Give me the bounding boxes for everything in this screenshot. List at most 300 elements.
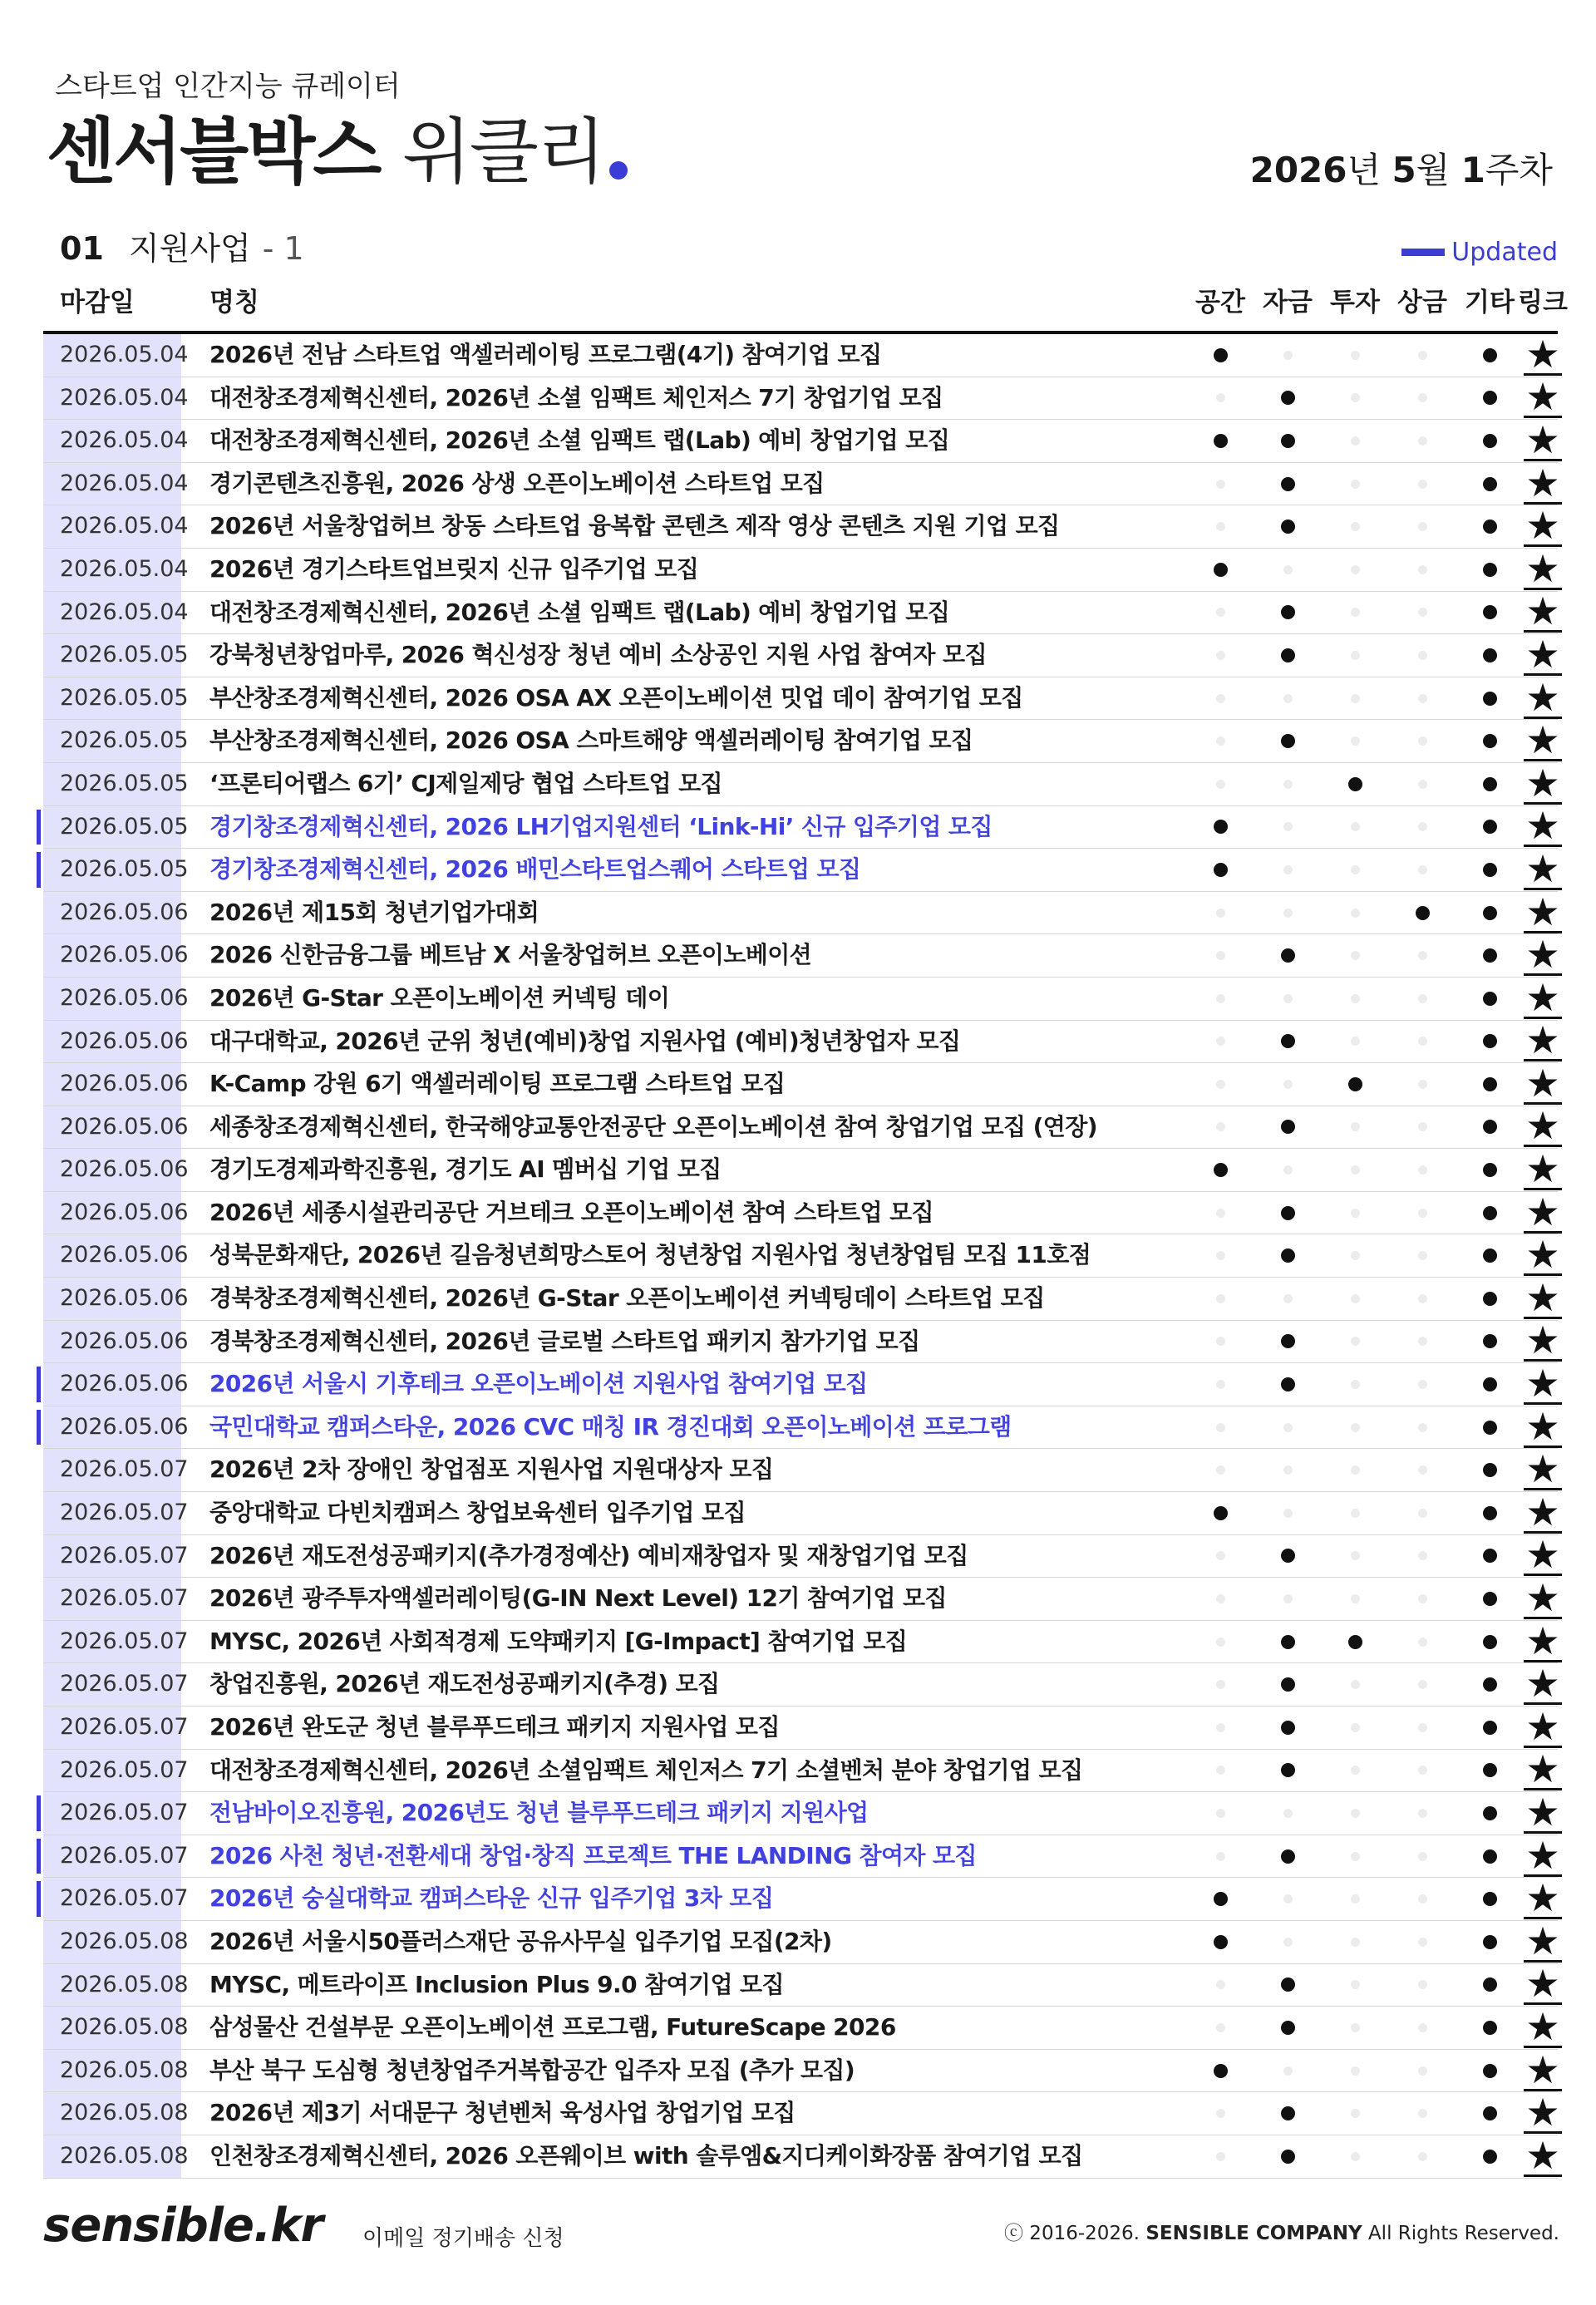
row-link[interactable] [1513, 331, 1573, 377]
empty-dot-icon [1216, 1465, 1225, 1475]
row-deadline: 2026.05.07 [43, 1535, 181, 1578]
row-funding-cell [1254, 892, 1321, 934]
filled-dot-icon [1483, 434, 1497, 448]
star-icon[interactable]: ★ [1525, 1489, 1560, 1534]
row-title: 중앙대학교 다빈치캠퍼스 창업보육센터 입주기업 모집 [209, 1499, 746, 1527]
row-link[interactable] [1513, 1234, 1573, 1277]
row-investment-cell [1322, 1707, 1388, 1749]
filled-dot-icon [1281, 1034, 1295, 1048]
row-link[interactable] [1513, 460, 1573, 505]
row-link[interactable] [1513, 1746, 1573, 1792]
row-prize-cell [1389, 677, 1456, 720]
row-prize-cell [1389, 1792, 1456, 1835]
star-icon[interactable]: ★ [1525, 589, 1560, 634]
row-funding-cell [1254, 763, 1321, 805]
row-link[interactable] [1513, 1146, 1573, 1192]
empty-dot-icon [1283, 780, 1293, 789]
empty-dot-icon [1216, 1766, 1225, 1775]
star-icon[interactable]: ★ [1525, 1918, 1560, 1963]
row-link[interactable] [1513, 1961, 1573, 2007]
row-deadline: 2026.05.05 [43, 677, 181, 720]
row-link[interactable] [1513, 416, 1573, 462]
star-icon[interactable]: ★ [1525, 1361, 1560, 1406]
empty-dot-icon [1216, 1980, 1225, 1989]
table-row [43, 416, 1560, 463]
updated-bar-icon [1401, 249, 1445, 256]
row-investment-cell [1322, 1535, 1388, 1578]
empty-dot-icon [1418, 1380, 1427, 1389]
row-prize-cell [1389, 1921, 1456, 1963]
row-link[interactable] [1513, 934, 1573, 977]
empty-dot-icon [1351, 1723, 1360, 1732]
star-icon[interactable]: ★ [1525, 2046, 1560, 2092]
filled-dot-icon [1281, 1206, 1295, 1220]
row-investment-cell [1322, 1021, 1388, 1063]
row-funding-cell [1254, 978, 1321, 1020]
page-title [47, 106, 628, 198]
filled-dot-icon [1214, 1892, 1228, 1906]
empty-dot-icon [1283, 1509, 1293, 1518]
filled-dot-icon [1281, 1677, 1295, 1692]
row-title: 삼성물산 건설부문 오픈이노베이션 프로그램, FutureScape 2026 [209, 2013, 896, 2042]
row-link[interactable] [1513, 2132, 1573, 2178]
table-row [43, 1234, 1558, 1278]
row-space-cell [1187, 463, 1254, 505]
star-icon[interactable]: ★ [1525, 1575, 1560, 1621]
star-icon[interactable]: ★ [1525, 631, 1560, 677]
table-row [43, 1103, 1560, 1150]
filled-dot-icon [1348, 1635, 1362, 1649]
empty-dot-icon [1216, 909, 1225, 918]
row-deadline: 2026.05.08 [43, 2007, 181, 2049]
row-investment-cell [1322, 1921, 1388, 1963]
filled-dot-icon [1214, 1935, 1228, 1949]
row-link[interactable] [1513, 845, 1573, 891]
row-title: 국민대학교 캠퍼스타운, 2026 CVC 매칭 IR 경진대회 오픈이노베이션 프로그램 [209, 1412, 1012, 1441]
row-prize-cell [1389, 1535, 1456, 1578]
row-link[interactable] [1513, 545, 1573, 591]
row-prize-cell [1389, 1750, 1456, 1792]
filled-dot-icon [1483, 2106, 1497, 2120]
row-space-cell [1187, 677, 1254, 720]
row-prize-cell [1389, 720, 1456, 762]
column-link: 링크 [1518, 288, 1568, 318]
row-title: 대전창조경제혁신센터, 2026년 소셜임팩트 체인저스 7기 소셜벤처 분야 창업기업 모집 [209, 1756, 1083, 1784]
row-link[interactable] [1513, 1403, 1573, 1449]
filled-dot-icon [1483, 1077, 1497, 1091]
row-funding-cell [1254, 1792, 1321, 1835]
row-link[interactable] [1513, 374, 1573, 420]
row-link[interactable] [1513, 803, 1573, 849]
empty-dot-icon [1418, 1980, 1427, 1989]
star-icon[interactable]: ★ [1525, 1274, 1560, 1320]
row-space-cell [1187, 1106, 1254, 1149]
empty-dot-icon [1418, 1165, 1427, 1175]
row-deadline: 2026.05.07 [43, 1707, 181, 1749]
empty-dot-icon [1418, 1251, 1427, 1260]
star-icon[interactable]: ★ [1525, 2003, 1560, 2049]
row-link[interactable] [1513, 1703, 1573, 1749]
empty-dot-icon [1283, 351, 1293, 360]
row-space-cell [1187, 1449, 1254, 1491]
row-prize-cell [1389, 934, 1456, 977]
row-link[interactable] [1513, 1274, 1573, 1320]
filled-dot-icon [1214, 820, 1228, 834]
row-funding-cell [1254, 1149, 1321, 1191]
star-icon[interactable]: ★ [1525, 889, 1560, 934]
empty-dot-icon [1351, 2023, 1360, 2032]
row-investment-cell [1322, 1792, 1388, 1835]
row-prize-cell [1389, 2092, 1456, 2135]
row-space-cell [1187, 1321, 1254, 1363]
table-row [43, 760, 1560, 806]
issue-month-unit: 월 [1416, 150, 1451, 190]
row-link[interactable] [1513, 589, 1573, 634]
star-icon[interactable]: ★ [1525, 1703, 1560, 1749]
row-title: 2026년 G-Star 오픈이노베이션 커넥팅 데이 [209, 983, 670, 1012]
row-link[interactable] [1513, 1918, 1573, 1963]
empty-dot-icon [1418, 565, 1427, 574]
row-space-cell [1187, 1792, 1254, 1835]
row-prize-cell [1389, 1278, 1456, 1320]
row-title: 부산 북구 도심형 청년창업주거복합공간 입주자 모집 (추가 모집) [209, 2056, 855, 2084]
row-investment-cell [1322, 377, 1388, 420]
row-prize-cell [1389, 1234, 1456, 1277]
empty-dot-icon [1351, 994, 1360, 1003]
row-funding-cell [1254, 1578, 1321, 1620]
empty-dot-icon [1418, 1938, 1427, 1947]
filled-dot-icon [1281, 605, 1295, 619]
row-funding-cell [1254, 377, 1321, 420]
empty-dot-icon [1351, 565, 1360, 574]
row-prize-cell [1389, 1663, 1456, 1706]
row-funding-cell [1254, 720, 1321, 762]
row-title: 전남바이오진흥원, 2026년도 청년 블루푸드테크 패키지 지원사업 [209, 1799, 869, 1827]
row-space-cell [1187, 806, 1254, 849]
star-icon[interactable]: ★ [1525, 1403, 1560, 1449]
star-icon[interactable]: ★ [1525, 1232, 1560, 1278]
star-icon[interactable]: ★ [1525, 331, 1560, 377]
empty-dot-icon [1283, 1423, 1293, 1432]
empty-dot-icon [1216, 1680, 1225, 1689]
row-deadline: 2026.05.06 [43, 1063, 181, 1106]
row-funding-cell [1254, 934, 1321, 977]
row-link[interactable] [1513, 1618, 1573, 1663]
row-space-cell [1187, 1278, 1254, 1320]
row-funding-cell [1254, 1363, 1321, 1406]
row-funding-cell [1254, 1278, 1321, 1320]
empty-dot-icon [1351, 351, 1360, 360]
row-link[interactable] [1513, 1060, 1573, 1106]
empty-dot-icon [1418, 2066, 1427, 2076]
star-icon[interactable]: ★ [1525, 1103, 1560, 1149]
filled-dot-icon [1483, 1334, 1497, 1348]
row-link[interactable] [1513, 974, 1573, 1020]
star-icon[interactable]: ★ [1525, 932, 1560, 978]
star-icon[interactable]: ★ [1525, 1189, 1560, 1234]
row-title: 2026년 광주투자액셀러레이팅(G-IN Next Level) 12기 참여기업 모집 [209, 1584, 947, 1613]
filled-dot-icon [1483, 1892, 1497, 1906]
row-link[interactable] [1513, 1575, 1573, 1621]
footer-logo[interactable]: sensible.kr [43, 2199, 323, 2253]
star-icon[interactable]: ★ [1525, 1146, 1560, 1192]
star-icon[interactable]: ★ [1525, 803, 1560, 849]
empty-dot-icon [1216, 994, 1225, 1003]
row-deadline: 2026.05.06 [43, 1149, 181, 1191]
filled-dot-icon [1214, 1163, 1228, 1177]
row-investment-cell [1322, 1621, 1388, 1663]
star-icon[interactable]: ★ [1525, 1789, 1560, 1835]
row-link[interactable] [1513, 1832, 1573, 1878]
table-row [43, 1446, 1560, 1492]
empty-dot-icon [1418, 1465, 1427, 1475]
row-prize-cell [1389, 2050, 1456, 2092]
row-space-cell [1187, 934, 1254, 977]
empty-dot-icon [1418, 1294, 1427, 1303]
star-icon[interactable]: ★ [1525, 545, 1560, 591]
filled-dot-icon [1483, 820, 1497, 834]
issue-month: 5 [1392, 150, 1416, 190]
row-prize-cell [1389, 1578, 1456, 1620]
row-space-cell [1187, 377, 1254, 420]
row-space-cell [1187, 1964, 1254, 2007]
row-funding-cell [1254, 463, 1321, 505]
star-icon[interactable]: ★ [1525, 1017, 1560, 1063]
empty-dot-icon [1351, 736, 1360, 746]
star-icon[interactable]: ★ [1525, 674, 1560, 720]
row-link[interactable] [1513, 1017, 1573, 1063]
star-icon[interactable]: ★ [1525, 1875, 1560, 1921]
subscribe-link[interactable]: 이메일 정기배송 신청 [362, 2226, 564, 2251]
row-link[interactable] [1513, 1189, 1573, 1234]
row-link[interactable] [1513, 505, 1573, 548]
row-title: 경북창조경제혁신센터, 2026년 글로벌 스타트업 패키지 참가기업 모집 [209, 1327, 920, 1355]
empty-dot-icon [1418, 951, 1427, 960]
row-link[interactable] [1513, 1317, 1573, 1363]
empty-dot-icon [1418, 1037, 1427, 1046]
star-icon[interactable]: ★ [1525, 1532, 1560, 1578]
empty-dot-icon [1418, 1122, 1427, 1131]
table-row [43, 589, 1560, 635]
table-row [43, 374, 1560, 421]
star-icon[interactable]: ★ [1525, 2090, 1560, 2135]
row-deadline: 2026.05.06 [43, 1278, 181, 1320]
row-funding-cell [1254, 849, 1321, 891]
issue-year-unit: 년 [1347, 150, 1382, 190]
filled-dot-icon [1483, 1635, 1497, 1649]
empty-dot-icon [1418, 1723, 1427, 1732]
star-icon[interactable]: ★ [1525, 374, 1560, 420]
star-icon[interactable]: ★ [1525, 1746, 1560, 1792]
title-bold: 센서블박스 [47, 111, 380, 194]
table-row [43, 1746, 1560, 1793]
row-investment-cell [1322, 1578, 1388, 1620]
section-suffix: - 1 [262, 230, 304, 267]
row-link[interactable] [1513, 2046, 1573, 2092]
star-icon[interactable]: ★ [1525, 416, 1560, 462]
row-prize-cell [1389, 420, 1456, 462]
star-icon[interactable]: ★ [1525, 503, 1560, 549]
row-link[interactable] [1513, 889, 1573, 934]
row-link[interactable] [1513, 674, 1573, 720]
row-link[interactable] [1513, 1446, 1573, 1492]
row-funding-cell [1254, 1964, 1321, 2007]
empty-dot-icon [1283, 994, 1293, 1003]
row-deadline: 2026.05.06 [43, 1106, 181, 1149]
row-link[interactable] [1513, 1789, 1573, 1835]
star-icon[interactable]: ★ [1525, 2132, 1560, 2178]
empty-dot-icon [1418, 694, 1427, 703]
empty-dot-icon [1283, 1165, 1293, 1175]
row-space-cell [1187, 1835, 1254, 1878]
row-space-cell [1187, 505, 1254, 548]
row-funding-cell [1254, 1449, 1321, 1491]
empty-dot-icon [1216, 736, 1225, 746]
row-link[interactable] [1513, 1103, 1573, 1149]
row-title: 부산창조경제혁신센터, 2026 OSA AX 오픈이노베이션 밋업 데이 참여기업 모집 [209, 683, 1023, 712]
filled-dot-icon [1281, 2150, 1295, 2164]
row-link[interactable] [1513, 760, 1573, 805]
row-prize-cell [1389, 2007, 1456, 2049]
row-link[interactable] [1513, 631, 1573, 677]
row-space-cell [1187, 1021, 1254, 1063]
row-investment-cell [1322, 1449, 1388, 1491]
row-funding-cell [1254, 1621, 1321, 1663]
issue-year: 2026 [1249, 150, 1347, 190]
star-icon[interactable]: ★ [1525, 1317, 1560, 1363]
table-row [43, 1189, 1560, 1235]
empty-dot-icon [1351, 865, 1360, 874]
filled-dot-icon [1281, 1334, 1295, 1348]
star-icon[interactable]: ★ [1525, 1618, 1560, 1663]
row-prize-cell [1389, 849, 1456, 891]
row-space-cell [1187, 420, 1254, 462]
row-title: 2026년 완도군 청년 블루푸드테크 패키지 지원사업 모집 [209, 1713, 780, 1741]
star-icon[interactable]: ★ [1525, 460, 1560, 505]
row-prize-cell [1389, 892, 1456, 934]
row-funding-cell [1254, 1663, 1321, 1706]
star-icon[interactable]: ★ [1525, 717, 1560, 763]
row-investment-cell [1322, 463, 1388, 505]
row-title: 강북청년창업마루, 2026 혁신성장 청년 예비 소상공인 지원 사업 참여자 모집 [209, 641, 987, 669]
filled-dot-icon [1483, 648, 1497, 662]
filled-dot-icon [1483, 734, 1497, 748]
row-link[interactable] [1513, 1875, 1573, 1921]
row-prize-cell [1389, 1149, 1456, 1191]
table-row [43, 2046, 1560, 2093]
star-icon[interactable]: ★ [1525, 760, 1560, 805]
filled-dot-icon [1281, 1635, 1295, 1649]
row-deadline: 2026.05.04 [43, 505, 181, 548]
row-link[interactable] [1513, 1532, 1573, 1578]
row-prize-cell [1389, 806, 1456, 849]
row-link[interactable] [1513, 2003, 1573, 2049]
star-icon[interactable]: ★ [1525, 1060, 1560, 1106]
filled-dot-icon [1348, 1077, 1362, 1091]
row-link[interactable] [1513, 1363, 1573, 1406]
empty-dot-icon [1418, 1423, 1427, 1432]
row-space-cell [1187, 849, 1254, 891]
column-prize: 상금 [1397, 288, 1447, 318]
filled-dot-icon [1281, 391, 1295, 405]
issue-week-unit: 주차 [1485, 150, 1553, 190]
filled-dot-icon [1214, 434, 1228, 448]
table-row [43, 460, 1560, 506]
row-link[interactable] [1513, 2092, 1573, 2135]
empty-dot-icon [1216, 780, 1225, 789]
row-space-cell [1187, 1707, 1254, 1749]
star-icon[interactable]: ★ [1525, 1446, 1560, 1492]
row-prize-cell [1389, 1021, 1456, 1063]
row-deadline: 2026.05.07 [43, 1492, 181, 1534]
row-funding-cell [1254, 677, 1321, 720]
filled-dot-icon [1483, 1677, 1497, 1692]
filled-dot-icon [1483, 1549, 1497, 1563]
empty-dot-icon [1418, 522, 1427, 531]
row-title: 2026년 서울창업허브 창동 스타트업 융복합 콘텐츠 제작 영상 콘텐츠 지원 기업 모집 [209, 512, 1060, 540]
filled-dot-icon [1483, 2064, 1497, 2078]
empty-dot-icon [1418, 1638, 1427, 1647]
star-icon[interactable]: ★ [1525, 1961, 1560, 2007]
row-space-cell [1187, 1149, 1254, 1191]
row-deadline: 2026.05.07 [43, 1835, 181, 1878]
star-icon[interactable]: ★ [1525, 1661, 1560, 1707]
empty-dot-icon [1351, 1594, 1360, 1603]
empty-dot-icon [1418, 1509, 1427, 1518]
row-link[interactable] [1513, 717, 1573, 763]
copyright-company: SENSIBLE COMPANY [1145, 2223, 1362, 2244]
star-icon[interactable]: ★ [1525, 1832, 1560, 1878]
filled-dot-icon [1483, 948, 1497, 963]
filled-dot-icon [1483, 1763, 1497, 1777]
table-row [43, 1961, 1560, 2007]
empty-dot-icon [1216, 1080, 1225, 1089]
row-space-cell [1187, 720, 1254, 762]
row-title: MYSC, 2026년 사회적경제 도약패키지 [G-Impact] 참여기업 모집 [209, 1627, 908, 1655]
row-title: 2026년 제15회 청년기업가대회 [209, 898, 539, 926]
row-deadline: 2026.05.05 [43, 806, 181, 849]
row-prize-cell [1389, 549, 1456, 591]
empty-dot-icon [1216, 480, 1225, 489]
filled-dot-icon [1281, 520, 1295, 534]
copyright-years: ⓒ 2016-2026. [1004, 2223, 1140, 2244]
row-deadline: 2026.05.07 [43, 1663, 181, 1706]
filled-dot-icon [1483, 863, 1497, 877]
empty-dot-icon [1216, 2023, 1225, 2032]
row-title: 창업진흥원, 2026년 재도전성공패키지(추경) 모집 [209, 1670, 720, 1698]
empty-dot-icon [1216, 1209, 1225, 1218]
row-title: 2026년 세종시설관리공단 거브테크 오픈이노베이션 참여 스타트업 모집 [209, 1198, 933, 1226]
star-icon[interactable]: ★ [1525, 845, 1560, 891]
row-investment-cell [1322, 2135, 1388, 2178]
column-investment: 투자 [1330, 288, 1380, 318]
empty-dot-icon [1351, 1938, 1360, 1947]
row-deadline: 2026.05.05 [43, 763, 181, 805]
updated-label: Updated [1451, 238, 1558, 267]
empty-dot-icon [1216, 1423, 1225, 1432]
filled-dot-icon [1214, 563, 1228, 577]
star-icon[interactable]: ★ [1525, 974, 1560, 1020]
filled-dot-icon [1483, 992, 1497, 1006]
empty-dot-icon [1351, 1122, 1360, 1131]
table-row [43, 717, 1560, 763]
row-link[interactable] [1513, 1663, 1573, 1706]
row-investment-cell [1322, 549, 1388, 591]
row-link[interactable] [1513, 1489, 1573, 1534]
row-funding-cell [1254, 2050, 1321, 2092]
row-prize-cell [1389, 1363, 1456, 1406]
column-deadline: 마감일 [60, 288, 135, 318]
